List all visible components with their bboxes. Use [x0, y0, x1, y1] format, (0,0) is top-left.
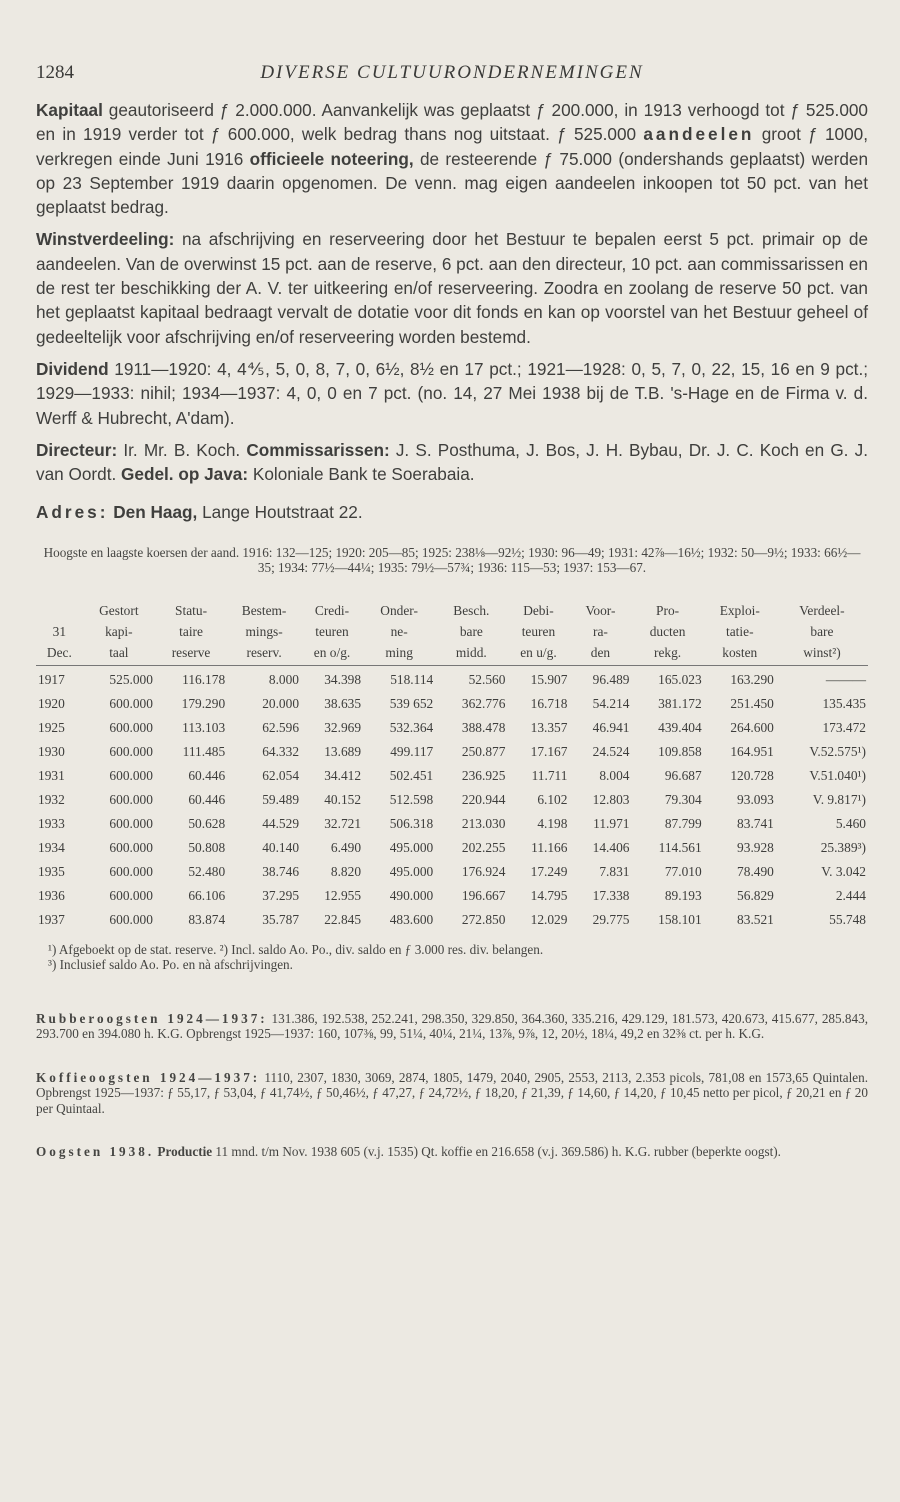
- table-cell: 158.101: [658, 911, 702, 927]
- financial-table: [36, 600, 868, 930]
- table-cell: 22.845: [324, 911, 362, 927]
- table-cell: 13.357: [530, 719, 568, 735]
- winstverdeeling-text: na afschrijving en reserveering door het Bestuur te bepalen eerst 5 pct. primair op de aandeelen. Van de overwinst 15 pct. aan de reserve, 6 pct. aan den directeur, 10 pct. aan commissarissen en de rest ter beschikking der A. V. ter uitkeering en/of reserveering. Zoodra en zoolang de reserve 50 pct. van het geplaatst kapitaal bedraagt vervalt de dotatie voor dit fonds en kan op voorstel van het Bestuur geheel of gedeeltelijk voor afschrijving en/of reserveering worden bestemd.: [36, 229, 868, 347]
- table-cell: 66.106: [188, 887, 226, 903]
- row-year: 1931: [38, 767, 65, 783]
- th-9-2: rekg.: [631, 642, 703, 666]
- oogsten-block: [36, 1144, 868, 1160]
- table-cell: 32.721: [324, 815, 362, 831]
- table-row: [36, 762, 868, 786]
- table-cell: 499.117: [390, 743, 434, 759]
- rubber-block: [36, 1011, 868, 1042]
- kapitaal-paragraph: [36, 98, 868, 219]
- table-cell: 164.951: [730, 743, 774, 759]
- row-year: 1933: [38, 815, 65, 831]
- table-cell: V. 3.042: [821, 863, 866, 879]
- table-cell: 35.787: [262, 911, 300, 927]
- table-cell: 54.214: [592, 695, 630, 711]
- bestuur-paragraph: [36, 438, 868, 487]
- koffie-block: [36, 1070, 868, 1117]
- th-7-1: teuren: [521, 623, 556, 639]
- table-cell: 135.435: [822, 695, 866, 711]
- table-cell: 38.746: [262, 863, 300, 879]
- dividend-label: Dividend: [36, 358, 109, 379]
- th-10-0: Exploi-: [719, 602, 760, 618]
- footnote-1: ¹) Afgeboekt op de stat. reserve. ²) Incl. saldo Ao. Po., div. saldo en ƒ 3.000 res. div. belangen.: [48, 941, 544, 957]
- table-cell: 600.000: [109, 695, 153, 711]
- row-year: 1934: [38, 839, 65, 855]
- row-year: 1925: [38, 719, 65, 735]
- row-year: 1930: [38, 743, 65, 759]
- table-cell: 173.472: [822, 719, 866, 735]
- row-year: 1936: [38, 887, 65, 903]
- oogsten-text: 11 mnd. t/m Nov. 1938 605 (v.j. 1535) Qt. koffie en 216.658 (v.j. 369.586) h. K.G. rubber (beperkte oogst).: [212, 1144, 781, 1160]
- table-cell: 202.255: [461, 839, 506, 855]
- table-cell: 600.000: [109, 839, 153, 855]
- table-cell: 12.803: [592, 791, 630, 807]
- table-cell: 13.689: [324, 743, 362, 759]
- table-cell: 600.000: [109, 815, 153, 831]
- table-cell: 24.524: [592, 743, 630, 759]
- table-cell: 490.000: [389, 887, 434, 903]
- table-cell: 4.198: [537, 815, 568, 831]
- table-cell: 109.858: [658, 743, 702, 759]
- table-cell: 83.874: [188, 911, 226, 927]
- table-cell: 37.295: [262, 887, 300, 903]
- directeur-text: Ir. Mr. B. Koch.: [117, 439, 247, 460]
- table-cell: 83.521: [737, 911, 774, 927]
- table-row: [36, 882, 868, 906]
- row-year: 1920: [38, 695, 65, 711]
- table-cell: 6.490: [330, 839, 362, 855]
- table-cell: 62.596: [262, 719, 300, 735]
- th-1-0: Gestort: [99, 602, 139, 618]
- table-cell: 52.480: [188, 863, 226, 879]
- th-11-1: bare: [810, 623, 834, 639]
- table-cell: 32.969: [324, 719, 362, 735]
- table-cell: 60.446: [188, 791, 226, 807]
- th-11-0: Verdeel-: [799, 602, 845, 618]
- kapitaal-text-1: geautoriseerd ƒ 2.000.000. Aanvankelijk was geplaatst ƒ 200.000, in 1913 verhoogd tot ƒ 525.000 en in 1919 verder tot ƒ 600.000, welk bedrag thans nog uitstaat. ƒ 525.000: [36, 100, 868, 145]
- table-cell: 83.741: [737, 815, 774, 831]
- table-cell: 14.795: [530, 887, 568, 903]
- table-cell: 17.167: [530, 743, 568, 759]
- kapitaal-text-2: groot ƒ 1000, verkregen einde Juni 1916: [36, 124, 869, 169]
- th-8-2: den: [569, 642, 631, 666]
- th-2-0: Statu-: [175, 602, 208, 618]
- table-cell: 600.000: [109, 863, 153, 879]
- table-cell: 600.000: [109, 767, 153, 783]
- table-cell: 2.444: [835, 887, 866, 903]
- table-cell: 29.775: [592, 911, 630, 927]
- rubber-text: 131.386, 192.538, 252.241, 298.350, 329.850, 364.360, 335.216, 429.129, 181.573, 420.673, 415.677, 285.843, 293.700 en 394.080 h. K.G. Opbrengst 1925—1937: 160, 107⅜, 99, 51¼, 40¼, 21¼, 13⅞, 9⅞, 12, 20½, 18¼, 49,2 en 32⅜ ct. per h. K.G.: [36, 1010, 868, 1042]
- th-4-1: teuren: [315, 623, 349, 639]
- table-cell: 34.398: [324, 671, 362, 687]
- table-cell: V. 9.817¹): [812, 791, 866, 807]
- table-cell: 96.687: [664, 767, 702, 783]
- th-7-0: Debi-: [523, 602, 554, 618]
- row-year: 1935: [38, 863, 65, 879]
- th-9-1: ducten: [649, 623, 686, 639]
- th-0-0: [36, 600, 83, 621]
- table-cell: 113.103: [182, 719, 226, 735]
- table-footnotes: [36, 942, 868, 973]
- table-cell: 12.955: [324, 887, 362, 903]
- th-5-2: ming: [363, 642, 435, 666]
- table-cell: 6.102: [537, 791, 568, 807]
- directeur-label: Directeur:: [36, 439, 118, 460]
- table-cell: 12.029: [530, 911, 568, 927]
- running-title: DIVERSE CULTUURONDERNEMINGEN: [260, 62, 644, 83]
- table-cell: 14.406: [592, 839, 630, 855]
- table-row: [36, 858, 868, 882]
- table-cell: 40.140: [262, 839, 300, 855]
- table-cell: 11.971: [593, 815, 630, 831]
- table-cell: 87.799: [664, 815, 702, 831]
- table-cell: V.51.040¹): [809, 767, 866, 783]
- table-cell: 56.829: [737, 887, 774, 903]
- table-cell: 539 652: [389, 695, 434, 711]
- table-cell: 236.925: [461, 767, 506, 783]
- th-7-2: en u/g.: [507, 642, 569, 666]
- table-cell: 17.338: [592, 887, 630, 903]
- table-cell: 518.114: [390, 671, 434, 687]
- table-cell: 272.850: [461, 911, 506, 927]
- table-cell: 15.907: [530, 671, 568, 687]
- gedel-text: Koloniale Bank te Soerabaia.: [248, 464, 475, 485]
- table-cell: 163.290: [730, 671, 774, 687]
- commissarissen-label: Commissarissen:: [246, 439, 390, 460]
- table-cell: 264.600: [730, 719, 774, 735]
- table-cell: 600.000: [109, 719, 153, 735]
- table-cell: 196.667: [461, 887, 506, 903]
- th-1-1: kapi-: [105, 623, 133, 639]
- table-cell: 8.004: [599, 767, 630, 783]
- adres-city: Den Haag,: [113, 502, 198, 523]
- table-cell: 40.152: [324, 791, 362, 807]
- table-cell: 120.728: [730, 767, 774, 783]
- table-cell: 250.877: [461, 743, 506, 759]
- table-cell: 114.561: [658, 839, 702, 855]
- table-cell: 8.820: [330, 863, 362, 879]
- th-4-0: Credi-: [314, 602, 350, 618]
- table-cell: 439.404: [658, 719, 702, 735]
- table-cell: 7.831: [599, 863, 630, 879]
- th-3-0: Bestem-: [241, 602, 287, 618]
- financial-table-body: [36, 665, 868, 930]
- th-10-1: tatie-: [726, 623, 754, 639]
- table-cell: 179.290: [181, 695, 226, 711]
- th-9-0: Pro-: [656, 602, 680, 618]
- table-cell: 111.485: [182, 743, 226, 759]
- table-cell: 600.000: [109, 791, 153, 807]
- table-cell: 16.718: [530, 695, 568, 711]
- gedel-label: Gedel. op Java:: [121, 464, 249, 485]
- table-cell: 55.748: [829, 911, 866, 927]
- table-cell: 96.489: [592, 671, 630, 687]
- commissarissen-text: J. S. Posthuma, J. Bos, J. H. Bybau, Dr. J. C. Koch en G. J. van Oordt.: [36, 439, 868, 485]
- table-cell: 381.172: [658, 695, 702, 711]
- table-cell: 8.000: [268, 671, 300, 687]
- kapitaal-text-3: de resteerende ƒ 75.000 (ondershands geplaatst) werden op 23 September 1919 daarin opgenomen. De venn. mag eigen aandeelen inkoopen tot 50 pct. van het geplaatst bedrag.: [36, 148, 869, 218]
- th-3-1: mings-: [245, 623, 283, 639]
- th-3-2: reserv.: [227, 642, 301, 666]
- table-cell: V.52.575¹): [809, 743, 866, 759]
- table-cell: 5.460: [835, 815, 866, 831]
- th-1-2: taal: [83, 642, 155, 666]
- body-text: [36, 98, 868, 525]
- table-row: [36, 834, 868, 858]
- table-cell: 78.490: [737, 863, 774, 879]
- table-cell: 25.389³): [820, 839, 866, 855]
- th-5-1: ne-: [390, 623, 408, 639]
- row-year: 1917: [38, 671, 65, 687]
- footnote-2: ³) Inclusief saldo Ao. Po. en nà afschrijvingen.: [48, 957, 293, 973]
- table-cell: 600.000: [109, 911, 153, 927]
- table-cell: ———: [825, 671, 866, 687]
- th-6-0: Besch.: [453, 602, 490, 618]
- table-cell: 44.529: [262, 815, 300, 831]
- table-cell: 506.318: [389, 815, 434, 831]
- table-cell: 512.598: [389, 791, 434, 807]
- kapitaal-label: Kapitaal: [36, 100, 103, 120]
- th-0-1: 31: [52, 623, 67, 639]
- table-cell: 93.093: [737, 791, 774, 807]
- table-cell: 20.000: [262, 695, 300, 711]
- table-cell: 502.451: [389, 767, 434, 783]
- table-cell: 62.054: [262, 767, 300, 783]
- table-row: [36, 665, 868, 690]
- table-row: [36, 690, 868, 714]
- th-4-2: en o/g.: [301, 642, 363, 666]
- table-row: [36, 906, 868, 930]
- table-cell: 79.304: [664, 791, 702, 807]
- th-11-2: winst²): [776, 642, 868, 666]
- table-cell: 93.928: [737, 839, 774, 855]
- table-row: [36, 738, 868, 762]
- running-header: [36, 62, 868, 92]
- document-page: [36, 62, 868, 1160]
- th-8-1: ra-: [593, 623, 608, 639]
- dividend-paragraph: [36, 357, 868, 430]
- table-cell: 495.000: [389, 839, 434, 855]
- adres-label: Adres:: [36, 502, 109, 523]
- winstverdeeling-label: Winstverdeeling:: [36, 229, 175, 250]
- th-2-1: taire: [179, 623, 203, 639]
- table-cell: 38.635: [324, 695, 362, 711]
- table-header-row-3: [36, 642, 868, 666]
- table-cell: 388.478: [461, 719, 506, 735]
- table-cell: 600.000: [109, 887, 153, 903]
- table-header-row-2: [36, 621, 868, 642]
- th-10-2: kosten: [704, 642, 776, 666]
- table-cell: 46.941: [592, 719, 630, 735]
- adres-paragraph: [36, 500, 868, 524]
- table-cell: 362.776: [461, 695, 506, 711]
- rubber-label: Rubberoogsten 1924—1937:: [36, 1010, 268, 1026]
- table-cell: 59.489: [262, 791, 300, 807]
- table-cell: 17.249: [530, 863, 568, 879]
- table-row: [36, 786, 868, 810]
- table-header-row-1: [36, 600, 868, 621]
- adres-street: Lange Houtstraat 22.: [197, 502, 363, 523]
- koffie-text: 1110, 2307, 1830, 3069, 2874, 1805, 1479, 2040, 2905, 2553, 2113, 2.353 picols, 781,08 en 1573,65 Quintalen. Opbrengst 1925—1937: ƒ 55,17, ƒ 53,04, ƒ 41,74½, ƒ 50,46½, ƒ 47,27, ƒ 24,72½, ƒ 18,20, ƒ 21,39, ƒ 14,60, ƒ 14,20, ƒ 10,45 netto per picol, ƒ 20,21 en ƒ 20 per Quintaal.: [36, 1069, 868, 1116]
- table-cell: 525.000: [109, 671, 153, 687]
- page-number: 1284: [36, 62, 74, 83]
- table-cell: 64.332: [262, 743, 300, 759]
- winstverdeeling-paragraph: [36, 227, 868, 348]
- th-8-0: Voor-: [585, 602, 616, 618]
- table-cell: 11.166: [531, 839, 568, 855]
- table-cell: 176.924: [461, 863, 506, 879]
- th-6-1: bare: [459, 623, 483, 639]
- table-cell: 60.446: [188, 767, 226, 783]
- th-6-2: midd.: [435, 642, 507, 666]
- table-row: [36, 714, 868, 738]
- table-row: [36, 810, 868, 834]
- th-0-2: Dec.: [36, 642, 83, 666]
- aandeelen-word: aandeelen: [643, 124, 755, 145]
- table-cell: 600.000: [109, 743, 153, 759]
- table-cell: 483.600: [389, 911, 434, 927]
- koffie-label: Koffieoogsten 1924—1937:: [36, 1069, 261, 1085]
- th-5-0: Onder-: [380, 602, 418, 618]
- table-cell: 532.364: [389, 719, 434, 735]
- table-cell: 495.000: [389, 863, 434, 879]
- table-cell: 116.178: [182, 671, 226, 687]
- table-cell: 213.030: [461, 815, 506, 831]
- officieele-noteering: officieele noteering,: [249, 148, 414, 169]
- table-cell: 11.711: [531, 767, 568, 783]
- productie-label: Productie: [154, 1144, 213, 1160]
- table-cell: 77.010: [664, 863, 702, 879]
- koersen-note: Hoogste en laagste koersen der aand. 1916: 132—125; 1920: 205—85; 1925: 238⅛—92½; 1930: 96—49; 1931: 42⅞—16½; 1932: 50—9½; 1933: 66½—35; 1934: 77½—44¼; 1935: 79½—57¾; 1936: 115—53; 1937: 153—67.: [43, 544, 861, 576]
- table-cell: 52.560: [468, 671, 506, 687]
- row-year: 1932: [38, 791, 65, 807]
- table-cell: 50.628: [188, 815, 226, 831]
- row-year: 1937: [38, 911, 65, 927]
- table-cell: 50.808: [188, 839, 226, 855]
- dividend-text: 1911—1920: 4, 4⅘, 5, 0, 8, 7, 0, 6½, 8½ en 17 pct.; 1921—1928: 0, 5, 7, 0, 22, 15, 16 en 9 pct.; 1929—1933: nihil; 1934—1937: 4, 0, 0 en 7 pct. (no. 14, 27 Mei 1938 bij de T.B. 's-Hage en de Firma v. d. Werff & Hubrecht, A'dam).: [36, 358, 868, 428]
- th-2-2: reserve: [155, 642, 227, 666]
- table-cell: 89.193: [664, 887, 702, 903]
- table-cell: 251.450: [730, 695, 774, 711]
- table-cell: 220.944: [461, 791, 506, 807]
- table-cell: 165.023: [658, 671, 702, 687]
- oogsten-label: Oogsten 1938.: [36, 1144, 155, 1160]
- table-cell: 34.412: [324, 767, 362, 783]
